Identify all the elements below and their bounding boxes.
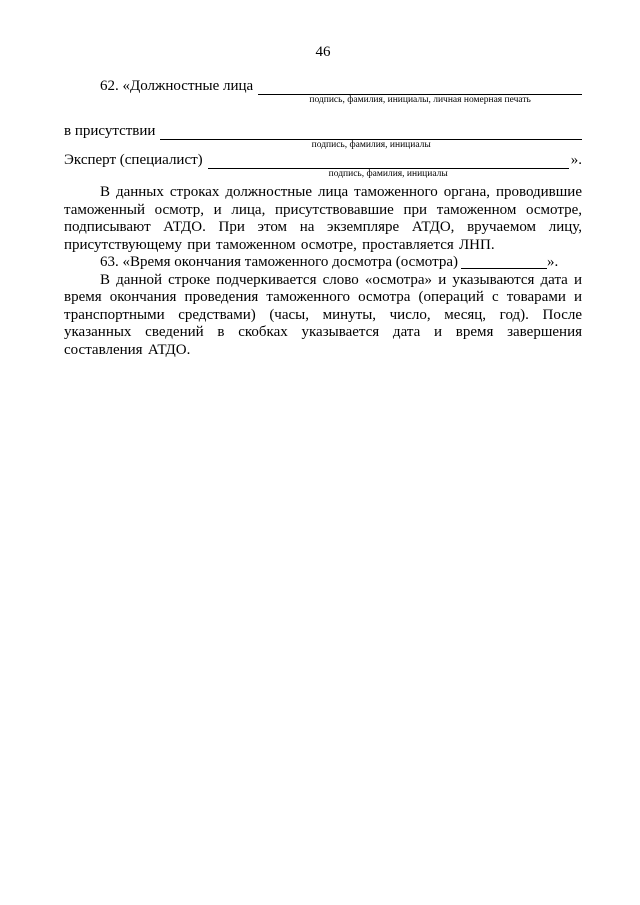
signature-line (160, 123, 582, 140)
form-line-62-label: 62. «Должностные лица (100, 78, 254, 94)
paragraph-instructions-63: В данной строке подчеркивается слово «осмотра» и указываются дата и время окончания проведения таможенного осмотра (операций с товарами и транспортными средствами) (часы, минуты, число, месяц, год). После указанных сведений в скобках указывается дата и время завершения составления АТДО. (64, 271, 582, 358)
page-number: 46 (315, 44, 331, 60)
form-line-expert-closing-quote: ». (570, 152, 582, 168)
form-line-62 (100, 78, 582, 106)
signature-line (258, 78, 582, 95)
blank-line (461, 254, 547, 269)
form-line-expert (64, 152, 582, 180)
form-line-62-field (258, 78, 582, 106)
form-line-63-closing-quote: ». (547, 254, 559, 270)
signature-caption: подпись, фамилия, инициалы (311, 140, 431, 150)
paragraph-instructions-62: В данных строках должностные лица таможенного органа, проводившие таможенный осмотр, и лица, присутствовавшие при таможенном осмотре, подписывают АТДО. При этом на экземпляре АТДО, вручаемом лицу, присутствующему при таможенном осмотре, проставляется ЛНП. (64, 184, 582, 253)
form-line-63-label: 63. «Время окончания таможенного досмотра (осмотра) (100, 254, 459, 270)
form-line-expert-field (208, 152, 569, 180)
signature-caption: подпись, фамилия, инициалы, личная номерная печать (309, 95, 531, 105)
signature-line (208, 152, 569, 169)
form-line-63 (64, 254, 582, 272)
form-line-presence (64, 123, 582, 151)
form-line-presence-label: в присутствии (64, 123, 156, 139)
signature-caption: подпись, фамилия, инициалы (328, 169, 448, 179)
form-line-expert-label: Эксперт (специалист) (64, 152, 203, 168)
form-line-presence-field (160, 123, 582, 151)
